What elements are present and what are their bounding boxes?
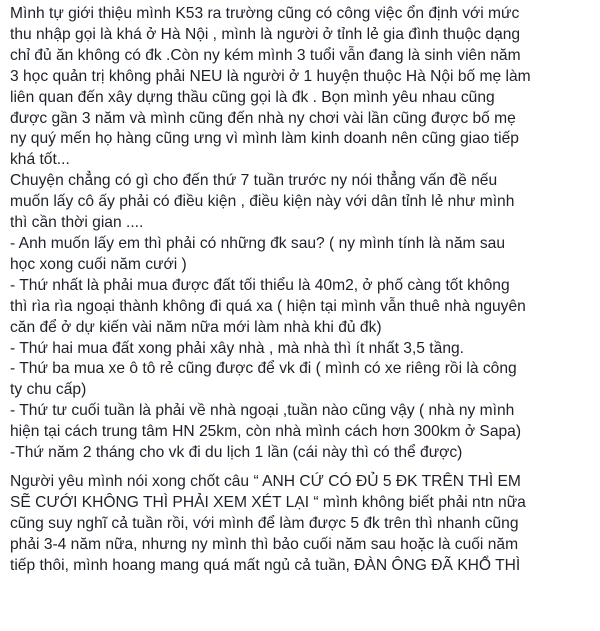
post-paragraph-2 — [10, 472, 598, 577]
post-line: - Thứ tư cuối tuần là phải về nhà ngoại ,tuần nào cũng vậy ( nhà ny mình — [10, 402, 515, 420]
post-line: ty chu cấp) — [10, 381, 87, 399]
post-line: -Thứ năm 2 tháng cho vk đi du lịch 1 lần (cái này thì có thể được) — [10, 444, 463, 462]
post-line: - Thứ hai mua đất xong phải xây nhà , mà nhà thì ít nhất 3,5 tầng. — [10, 339, 464, 357]
post-line: ny quý mến họ hàng cũng ưng vì mình làm kinh doanh nên cũng giao tiếp — [10, 130, 519, 148]
post-line: thì cần thời gian .... — [10, 214, 144, 232]
post-line: Người yêu mình nói xong chốt câu “ ANH CỨ CÓ ĐỦ 5 ĐK TRÊN THÌ EM — [10, 472, 521, 490]
post-line: thu nhập gọi là khá ở Hà Nội , mình là người ở tỉnh lẻ gia đình thuộc dạng — [10, 25, 521, 43]
post-line: - Thứ ba mua xe ô tô rẻ cũng được để vk đi ( mình có xe riêng rồi là công — [10, 360, 517, 378]
post-line: chỉ đủ ăn không có đk .Còn ny kém mình 3 tuổi vẫn đang là sinh viên năm — [10, 46, 521, 64]
post-line: 3 học quản trị không phải NEU là người ở 1 huyện thuộc Hà Nội bố mẹ làm — [10, 67, 531, 85]
post-line: liên quan đến xây dựng thầu cũng gọi là đk . Bọn mình yêu nhau cũng — [10, 88, 495, 106]
post-line: căn để ở dự kiến vài năm nữa mới làm nhà khi đủ đk) — [10, 318, 382, 336]
post-line: - Thứ nhất là phải mua được đất tối thiểu là 40m2, ở phố càng tốt không — [10, 276, 510, 294]
post-line: cũng suy nghĩ cả tuần rồi, với mình để làm được 5 đk trên thì nhanh cũng — [10, 514, 519, 532]
post-body — [10, 0, 598, 576]
post-line: muốn lấy cô ấy phải có điều kiện , điều kiện này với dân tỉnh lẻ như mình — [10, 193, 515, 211]
post-line: học xong cuối năm cưới ) — [10, 255, 187, 273]
post-line: phải 3-4 năm nữa, nhưng ny mình thì bảo cuối năm sau hoặc là cuối năm — [10, 535, 519, 553]
post-line: Mình tự giới thiệu mình K53 ra trường cũng có công việc ổn định với mức — [10, 5, 520, 22]
post-line: SẼ CƯỚI KHÔNG THÌ PHẢI XEM XÉT LẠI “ mình không biết phải ntn nữa — [10, 493, 526, 511]
post-line: khá tốt... — [10, 151, 70, 169]
post-line: tiếp thôi, mình hoang mang quá mất ngủ cả tuần, ĐÀN ÔNG ĐÃ KHỔ THÌ — [10, 556, 521, 574]
post-line: thì rìa rìa ngoại thành không đi quá xa ( hiện tại mình vẫn thuê nhà nguyên — [10, 297, 526, 315]
post-paragraph-1 — [10, 0, 598, 464]
post-line: hiện tại cách trung tâm HN 25km, còn nhà mình cách hơn 300km ở Sapa) — [10, 423, 522, 441]
post-line: Chuyện chẳng có gì cho đến thứ 7 tuần trước ny nói thẳng vấn đề nếu — [10, 172, 498, 190]
post-line: được gần 3 năm và mình cũng đến nhà ny chơi vài lần cũng được bố mẹ — [10, 109, 516, 127]
post-line: - Anh muốn lấy em thì phải có những đk sau? ( ny mình tính là năm sau — [10, 234, 505, 252]
paragraph-spacer — [10, 464, 598, 472]
